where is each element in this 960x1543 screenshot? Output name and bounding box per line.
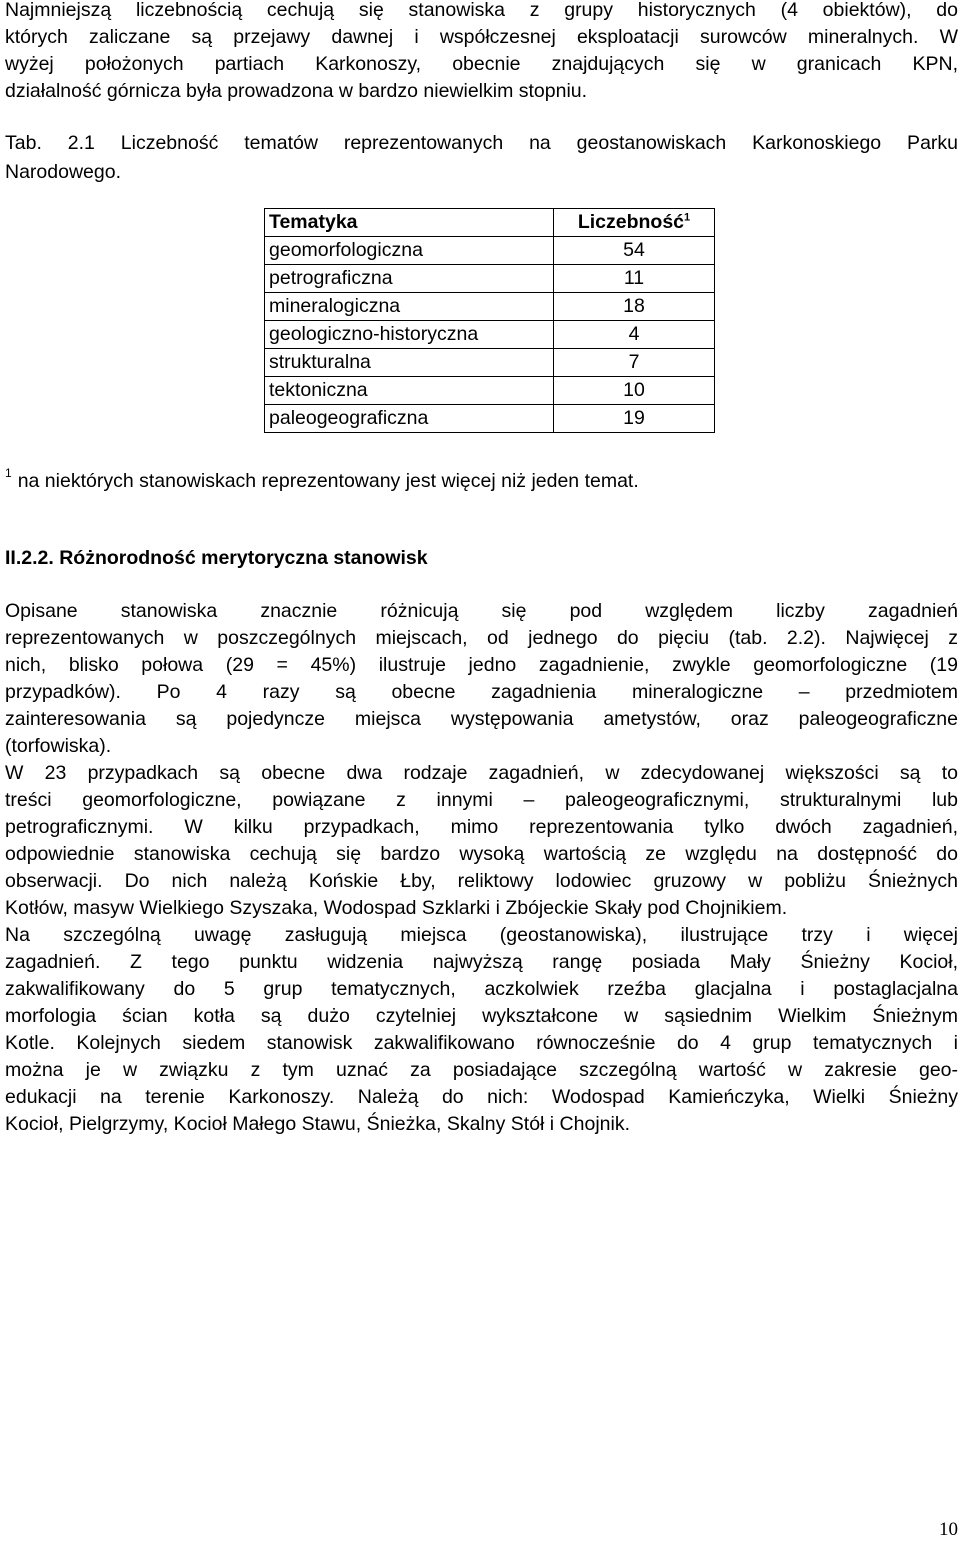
body-line: petrograficznymi. W kilku przypadkach, mimo reprezentowania tylko dwóch zagadnień, (5, 816, 958, 838)
body-line: W 23 przypadkach są obecne dwa rodzaje zagadnień, w zdecydowanej większości są to (5, 762, 958, 784)
table-caption (5, 129, 958, 187)
intro-line: Najmniejszą liczebnością cechują się stanowiska z grupy historycznych (4 obiektów), do (5, 0, 958, 21)
intro-line: wyżej położonych partiach Karkonoszy, obecnie znajdujących się w granicach KPN, (5, 53, 958, 75)
body-paragraph (5, 598, 958, 1138)
cell-count: 4 (554, 321, 715, 349)
header-liczebnosc (554, 209, 715, 237)
footnote-marker-ref: 1 (684, 211, 691, 224)
cell-topic: geologiczno-historyczna (265, 321, 554, 349)
table-row (265, 349, 715, 377)
caption-line: Tab. 2.1 Liczebność tematów reprezentowanych na geostanowiskach Karkonoskiego Parku (5, 132, 958, 154)
caption-line: Narodowego. (5, 161, 121, 183)
table-row (265, 237, 715, 265)
header-tematyka: Tematyka (265, 209, 554, 237)
table-row (265, 377, 715, 405)
cell-count: 11 (554, 265, 715, 293)
cell-topic: tektoniczna (265, 377, 554, 405)
cell-count: 7 (554, 349, 715, 377)
footnote-marker: 1 (5, 466, 12, 480)
topics-table (264, 208, 715, 433)
body-line: Kotłów, masyw Wielkiego Szyszaka, Wodospad Szklarki i Zbójeckie Skały pod Chojnikiem. (5, 897, 788, 919)
table-header-row (265, 209, 715, 237)
cell-count: 18 (554, 293, 715, 321)
table-row (265, 265, 715, 293)
intro-line: których zaliczane są przejawy dawnej i współczesnej eksploatacji surowców mineralnych. W (5, 26, 958, 48)
body-line: reprezentowanych w poszczególnych miejscach, od jednego do pięciu (tab. 2.2). Najwięcej z (5, 627, 958, 649)
header-liczebnosc-label: Liczebność (577, 211, 685, 233)
body-line: edukacji na terenie Karkonoszy. Należą do nich: Wodospad Kamieńczyka, Wielki Śnieżny (5, 1086, 958, 1108)
cell-topic: paleogeograficzna (265, 405, 554, 433)
cell-topic: geomorfologiczna (265, 237, 554, 265)
cell-topic: strukturalna (265, 349, 554, 377)
body-line: treści geomorfologiczne, powiązane z innymi – paleogeograficznymi, strukturalnymi lub (5, 789, 958, 811)
body-line: zakwalifikowany do 5 grup tematycznych, aczkolwiek rzeźba glacjalna i postaglacjalna (5, 978, 958, 1000)
cell-topic: mineralogiczna (265, 293, 554, 321)
body-line: zainteresowania są pojedyncze miejsca występowania ametystów, oraz paleogeograficzne (5, 708, 958, 730)
body-line: Opisane stanowiska znacznie różnicują się pod względem liczby zagadnień (5, 600, 958, 622)
page-number: 10 (939, 1519, 958, 1540)
body-line: morfologia ścian kotła są dużo czytelniej wykształcone w sąsiednim Wielkim Śnieżnym (5, 1005, 958, 1027)
body-line: obserwacji. Do nich należą Końskie Łby, reliktowy lodowiec gruzowy w pobliżu Śnieżnych (5, 870, 958, 892)
cell-count: 10 (554, 377, 715, 405)
table-row (265, 293, 715, 321)
body-line: Na szczególną uwagę zasługują miejsca (geostanowiska), ilustrujące trzy i więcej (5, 924, 958, 946)
body-line: (torfowiska). (5, 735, 112, 757)
intro-line: działalność górnicza była prowadzona w bardzo niewielkim stopniu. (5, 80, 588, 102)
intro-paragraph (5, 0, 958, 105)
cell-topic: petrograficzna (265, 265, 554, 293)
cell-count: 54 (554, 237, 715, 265)
footnote-text: na niektórych stanowiskach reprezentowany jest więcej niż jeden temat. (17, 470, 639, 492)
body-line: odpowiednie stanowiska cechują się bardzo wysoką wartością ze względu na dostępność do (5, 843, 958, 865)
section-heading: II.2.2. Różnorodność merytoryczna stanowisk (5, 547, 428, 569)
body-line: można je w związku z tym uznać za posiadające szczególną wartość w zakresie geo- (5, 1059, 958, 1081)
body-line: zagadnień. Z tego punktu widzenia najwyższą rangę posiada Mały Śnieżny Kocioł, (5, 951, 958, 973)
table-row (265, 405, 715, 433)
table-row (265, 321, 715, 349)
body-line: przypadków). Po 4 razy są obecne zagadnienia mineralogiczne – przedmiotem (5, 681, 958, 703)
body-line: Kocioł, Pielgrzymy, Kocioł Małego Stawu, Śnieżka, Skalny Stół i Chojnik. (5, 1113, 630, 1135)
cell-count: 19 (554, 405, 715, 433)
body-line: nich, blisko połowa (29 = 45%) ilustruje jedno zagadnienie, zwykle geomorfologiczne (19 (5, 654, 958, 676)
table-footnote (5, 460, 639, 495)
body-line: Kotle. Kolejnych siedem stanowisk zakwalifikowano równocześnie do 4 grup tematycznych i (5, 1032, 958, 1054)
